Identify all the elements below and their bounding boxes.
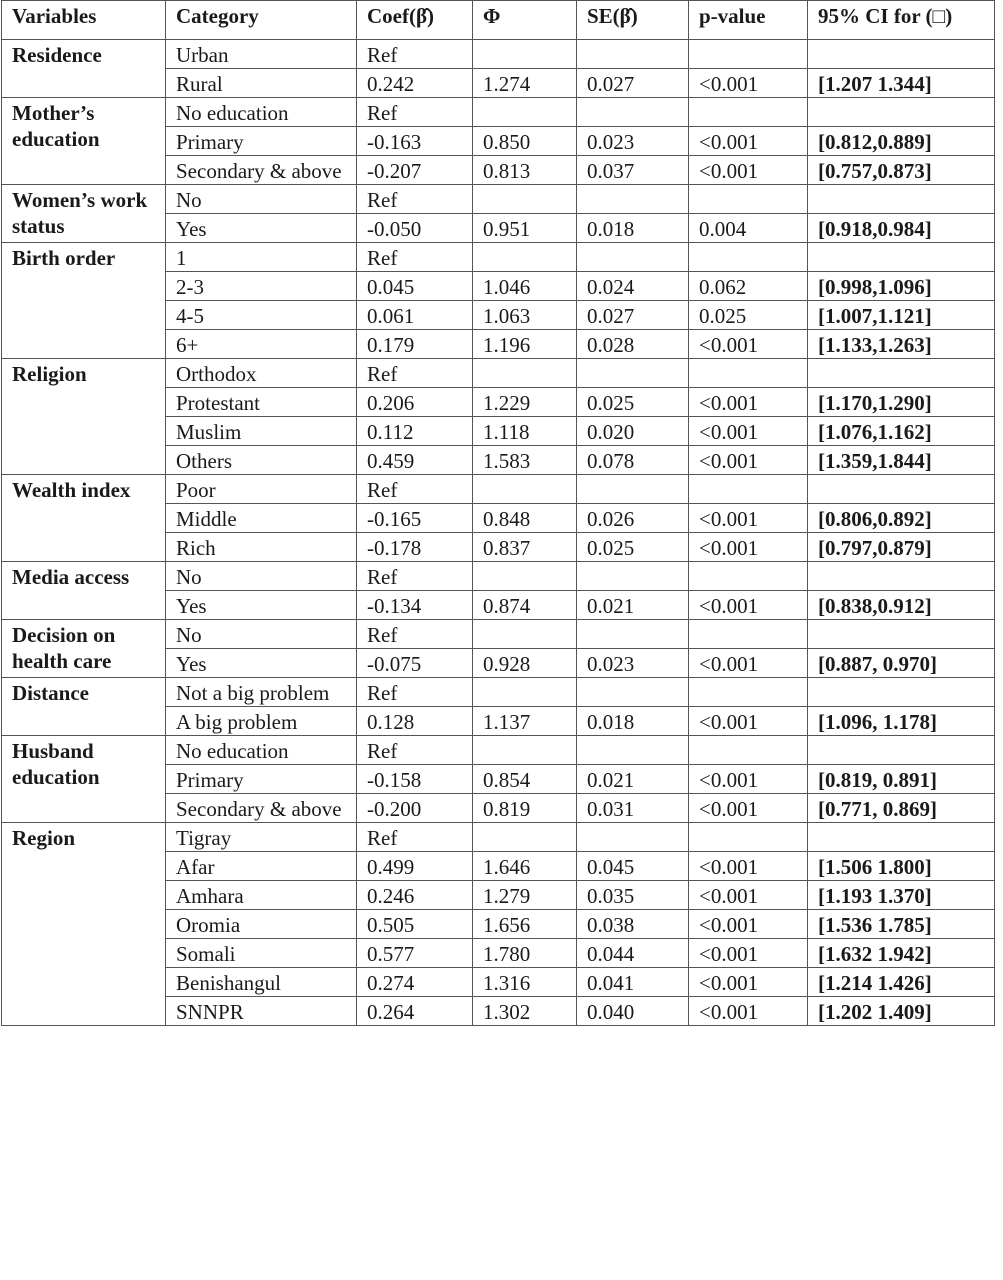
phi-cell: 0.874 bbox=[473, 591, 577, 620]
se-cell bbox=[577, 736, 689, 765]
phi-cell: 1.196 bbox=[473, 330, 577, 359]
variable-cell: Media access bbox=[2, 562, 166, 620]
header-variables: Variables bbox=[2, 1, 166, 40]
phi-cell bbox=[473, 823, 577, 852]
category-cell: Rural bbox=[166, 69, 357, 98]
coef-cell: 0.128 bbox=[357, 707, 473, 736]
variable-cell: Decision on health care bbox=[2, 620, 166, 678]
ci-cell: [0.797,0.879] bbox=[808, 533, 995, 562]
p-value-cell: <0.001 bbox=[689, 765, 808, 794]
variable-cell: Wealth index bbox=[2, 475, 166, 562]
phi-cell: 1.274 bbox=[473, 69, 577, 98]
table-body bbox=[2, 40, 995, 1026]
se-cell: 0.038 bbox=[577, 910, 689, 939]
category-cell: Poor bbox=[166, 475, 357, 504]
coef-cell: Ref bbox=[357, 98, 473, 127]
category-cell: A big problem bbox=[166, 707, 357, 736]
p-value-cell: 0.025 bbox=[689, 301, 808, 330]
phi-cell: 1.646 bbox=[473, 852, 577, 881]
ci-cell: [0.998,1.096] bbox=[808, 272, 995, 301]
variable-cell: Husband education bbox=[2, 736, 166, 823]
se-cell bbox=[577, 243, 689, 272]
p-value-cell: <0.001 bbox=[689, 910, 808, 939]
table-row bbox=[2, 620, 995, 649]
phi-cell: 0.848 bbox=[473, 504, 577, 533]
p-value-cell bbox=[689, 98, 808, 127]
ci-cell bbox=[808, 562, 995, 591]
p-value-cell: <0.001 bbox=[689, 591, 808, 620]
coef-cell: -0.134 bbox=[357, 591, 473, 620]
coef-cell: -0.165 bbox=[357, 504, 473, 533]
phi-cell: 1.316 bbox=[473, 968, 577, 997]
coef-cell: Ref bbox=[357, 620, 473, 649]
p-value-cell: <0.001 bbox=[689, 504, 808, 533]
p-value-cell: <0.001 bbox=[689, 330, 808, 359]
variable-cell: Residence bbox=[2, 40, 166, 98]
ci-cell bbox=[808, 475, 995, 504]
ci-cell: [0.918,0.984] bbox=[808, 214, 995, 243]
coef-cell: Ref bbox=[357, 243, 473, 272]
ci-cell bbox=[808, 736, 995, 765]
ci-cell bbox=[808, 40, 995, 69]
coef-cell: 0.459 bbox=[357, 446, 473, 475]
variable-cell: Birth order bbox=[2, 243, 166, 359]
ci-cell: [0.887, 0.970] bbox=[808, 649, 995, 678]
p-value-cell bbox=[689, 736, 808, 765]
table-row bbox=[2, 359, 995, 388]
category-cell: No bbox=[166, 185, 357, 214]
coef-cell: 0.206 bbox=[357, 388, 473, 417]
p-value-cell bbox=[689, 562, 808, 591]
category-cell: Benishangul bbox=[166, 968, 357, 997]
category-cell: Protestant bbox=[166, 388, 357, 417]
category-cell: Middle bbox=[166, 504, 357, 533]
p-value-cell bbox=[689, 823, 808, 852]
ci-cell: [1.632 1.942] bbox=[808, 939, 995, 968]
ci-cell: [1.133,1.263] bbox=[808, 330, 995, 359]
table-row bbox=[2, 562, 995, 591]
coef-cell: 0.505 bbox=[357, 910, 473, 939]
phi-cell bbox=[473, 736, 577, 765]
se-cell: 0.023 bbox=[577, 649, 689, 678]
phi-cell bbox=[473, 678, 577, 707]
phi-cell: 1.118 bbox=[473, 417, 577, 446]
se-cell: 0.021 bbox=[577, 765, 689, 794]
se-cell bbox=[577, 185, 689, 214]
p-value-cell: <0.001 bbox=[689, 852, 808, 881]
phi-cell: 1.656 bbox=[473, 910, 577, 939]
phi-cell bbox=[473, 475, 577, 504]
phi-cell: 1.229 bbox=[473, 388, 577, 417]
se-cell: 0.028 bbox=[577, 330, 689, 359]
category-cell: Secondary & above bbox=[166, 156, 357, 185]
phi-cell bbox=[473, 40, 577, 69]
phi-cell: 0.854 bbox=[473, 765, 577, 794]
p-value-cell: <0.001 bbox=[689, 707, 808, 736]
se-cell: 0.018 bbox=[577, 707, 689, 736]
ci-cell: [0.771, 0.869] bbox=[808, 794, 995, 823]
phi-cell bbox=[473, 620, 577, 649]
se-cell: 0.024 bbox=[577, 272, 689, 301]
category-cell: Somali bbox=[166, 939, 357, 968]
p-value-cell: <0.001 bbox=[689, 939, 808, 968]
coef-cell: 0.112 bbox=[357, 417, 473, 446]
category-cell: Yes bbox=[166, 214, 357, 243]
coef-cell: -0.207 bbox=[357, 156, 473, 185]
p-value-cell: <0.001 bbox=[689, 968, 808, 997]
se-cell: 0.018 bbox=[577, 214, 689, 243]
se-cell: 0.035 bbox=[577, 881, 689, 910]
coef-cell: Ref bbox=[357, 185, 473, 214]
phi-cell: 1.046 bbox=[473, 272, 577, 301]
ci-cell: [0.838,0.912] bbox=[808, 591, 995, 620]
category-cell: 4-5 bbox=[166, 301, 357, 330]
category-cell: No bbox=[166, 562, 357, 591]
coef-cell: Ref bbox=[357, 562, 473, 591]
coef-cell: 0.264 bbox=[357, 997, 473, 1026]
ci-cell: [1.214 1.426] bbox=[808, 968, 995, 997]
se-cell: 0.031 bbox=[577, 794, 689, 823]
se-cell: 0.021 bbox=[577, 591, 689, 620]
category-cell: Urban bbox=[166, 40, 357, 69]
coef-cell: 0.179 bbox=[357, 330, 473, 359]
header-coef: Coef(β̂) bbox=[357, 1, 473, 40]
phi-cell: 1.279 bbox=[473, 881, 577, 910]
variable-cell: Distance bbox=[2, 678, 166, 736]
se-cell: 0.025 bbox=[577, 533, 689, 562]
se-cell bbox=[577, 475, 689, 504]
p-value-cell: <0.001 bbox=[689, 533, 808, 562]
category-cell: Tigray bbox=[166, 823, 357, 852]
table-row bbox=[2, 185, 995, 214]
phi-cell: 0.819 bbox=[473, 794, 577, 823]
se-cell: 0.078 bbox=[577, 446, 689, 475]
coef-cell: 0.242 bbox=[357, 69, 473, 98]
se-cell: 0.020 bbox=[577, 417, 689, 446]
phi-cell: 0.928 bbox=[473, 649, 577, 678]
p-value-cell: 0.004 bbox=[689, 214, 808, 243]
phi-cell: 1.137 bbox=[473, 707, 577, 736]
table-row bbox=[2, 736, 995, 765]
coef-cell: 0.061 bbox=[357, 301, 473, 330]
category-cell: Rich bbox=[166, 533, 357, 562]
table-row bbox=[2, 98, 995, 127]
p-value-cell: <0.001 bbox=[689, 156, 808, 185]
category-cell: Secondary & above bbox=[166, 794, 357, 823]
se-cell bbox=[577, 40, 689, 69]
phi-cell: 1.302 bbox=[473, 997, 577, 1026]
se-cell bbox=[577, 359, 689, 388]
ci-cell bbox=[808, 359, 995, 388]
coef-cell: -0.200 bbox=[357, 794, 473, 823]
category-cell: No education bbox=[166, 736, 357, 765]
coef-cell: 0.246 bbox=[357, 881, 473, 910]
p-value-cell: <0.001 bbox=[689, 881, 808, 910]
se-cell: 0.037 bbox=[577, 156, 689, 185]
category-cell: Yes bbox=[166, 591, 357, 620]
coef-cell: -0.158 bbox=[357, 765, 473, 794]
ci-cell bbox=[808, 98, 995, 127]
ci-cell: [1.096, 1.178] bbox=[808, 707, 995, 736]
table-row bbox=[2, 823, 995, 852]
se-cell bbox=[577, 620, 689, 649]
variable-cell: Region bbox=[2, 823, 166, 1026]
category-cell: Afar bbox=[166, 852, 357, 881]
p-value-cell bbox=[689, 40, 808, 69]
category-cell: Muslim bbox=[166, 417, 357, 446]
p-value-cell: 0.062 bbox=[689, 272, 808, 301]
category-cell: Others bbox=[166, 446, 357, 475]
ci-cell: [1.359,1.844] bbox=[808, 446, 995, 475]
ci-cell: [1.076,1.162] bbox=[808, 417, 995, 446]
p-value-cell: <0.001 bbox=[689, 127, 808, 156]
se-cell: 0.027 bbox=[577, 69, 689, 98]
se-cell bbox=[577, 562, 689, 591]
coef-cell: Ref bbox=[357, 40, 473, 69]
se-cell: 0.026 bbox=[577, 504, 689, 533]
table-row bbox=[2, 243, 995, 272]
phi-cell: 0.813 bbox=[473, 156, 577, 185]
table-row bbox=[2, 40, 995, 69]
ci-cell: [1.536 1.785] bbox=[808, 910, 995, 939]
category-cell: SNNPR bbox=[166, 997, 357, 1026]
header-phi: Φ bbox=[473, 1, 577, 40]
regression-table bbox=[1, 0, 995, 1026]
p-value-cell: <0.001 bbox=[689, 649, 808, 678]
header-row bbox=[2, 1, 995, 40]
phi-cell: 0.850 bbox=[473, 127, 577, 156]
ci-cell: [1.207 1.344] bbox=[808, 69, 995, 98]
ci-cell bbox=[808, 823, 995, 852]
header-se: SE(β̂) bbox=[577, 1, 689, 40]
phi-cell bbox=[473, 185, 577, 214]
p-value-cell: <0.001 bbox=[689, 446, 808, 475]
se-cell: 0.041 bbox=[577, 968, 689, 997]
category-cell: Primary bbox=[166, 765, 357, 794]
coef-cell: Ref bbox=[357, 823, 473, 852]
se-cell bbox=[577, 98, 689, 127]
se-cell: 0.044 bbox=[577, 939, 689, 968]
p-value-cell bbox=[689, 678, 808, 707]
ci-cell: [1.506 1.800] bbox=[808, 852, 995, 881]
coef-cell: Ref bbox=[357, 359, 473, 388]
coef-cell: -0.050 bbox=[357, 214, 473, 243]
se-cell bbox=[577, 823, 689, 852]
phi-cell bbox=[473, 243, 577, 272]
coef-cell: 0.045 bbox=[357, 272, 473, 301]
ci-cell bbox=[808, 185, 995, 214]
variable-cell: Women’s work status bbox=[2, 185, 166, 243]
variable-cell: Religion bbox=[2, 359, 166, 475]
ci-cell: [1.193 1.370] bbox=[808, 881, 995, 910]
phi-cell: 0.951 bbox=[473, 214, 577, 243]
category-cell: Orthodox bbox=[166, 359, 357, 388]
variable-cell: Mother’s education bbox=[2, 98, 166, 185]
ci-cell: [0.757,0.873] bbox=[808, 156, 995, 185]
ci-cell: [1.007,1.121] bbox=[808, 301, 995, 330]
se-cell: 0.027 bbox=[577, 301, 689, 330]
ci-cell: [0.812,0.889] bbox=[808, 127, 995, 156]
p-value-cell bbox=[689, 620, 808, 649]
se-cell: 0.045 bbox=[577, 852, 689, 881]
phi-cell: 1.583 bbox=[473, 446, 577, 475]
se-cell bbox=[577, 678, 689, 707]
se-cell: 0.040 bbox=[577, 997, 689, 1026]
p-value-cell: <0.001 bbox=[689, 794, 808, 823]
p-value-cell bbox=[689, 475, 808, 504]
phi-cell bbox=[473, 98, 577, 127]
coef-cell: -0.075 bbox=[357, 649, 473, 678]
header-ci: 95% CI for (□) bbox=[808, 1, 995, 40]
p-value-cell bbox=[689, 359, 808, 388]
coef-cell: 0.274 bbox=[357, 968, 473, 997]
header-p-value: p-value bbox=[689, 1, 808, 40]
category-cell: No education bbox=[166, 98, 357, 127]
se-cell: 0.023 bbox=[577, 127, 689, 156]
ci-cell bbox=[808, 678, 995, 707]
p-value-cell bbox=[689, 185, 808, 214]
coef-cell: -0.178 bbox=[357, 533, 473, 562]
coef-cell: -0.163 bbox=[357, 127, 473, 156]
p-value-cell: <0.001 bbox=[689, 388, 808, 417]
table-row bbox=[2, 475, 995, 504]
phi-cell: 1.063 bbox=[473, 301, 577, 330]
category-cell: 2-3 bbox=[166, 272, 357, 301]
coef-cell: Ref bbox=[357, 736, 473, 765]
ci-cell: [0.819, 0.891] bbox=[808, 765, 995, 794]
p-value-cell: <0.001 bbox=[689, 997, 808, 1026]
category-cell: 1 bbox=[166, 243, 357, 272]
phi-cell: 0.837 bbox=[473, 533, 577, 562]
table-row bbox=[2, 678, 995, 707]
category-cell: Yes bbox=[166, 649, 357, 678]
phi-cell bbox=[473, 359, 577, 388]
header-category: Category bbox=[166, 1, 357, 40]
ci-cell: [0.806,0.892] bbox=[808, 504, 995, 533]
ci-cell: [1.202 1.409] bbox=[808, 997, 995, 1026]
p-value-cell: <0.001 bbox=[689, 69, 808, 98]
coef-cell: Ref bbox=[357, 475, 473, 504]
phi-cell bbox=[473, 562, 577, 591]
category-cell: Amhara bbox=[166, 881, 357, 910]
coef-cell: 0.499 bbox=[357, 852, 473, 881]
category-cell: 6+ bbox=[166, 330, 357, 359]
p-value-cell: <0.001 bbox=[689, 417, 808, 446]
coef-cell: Ref bbox=[357, 678, 473, 707]
ci-cell: [1.170,1.290] bbox=[808, 388, 995, 417]
category-cell: Not a big problem bbox=[166, 678, 357, 707]
category-cell: Oromia bbox=[166, 910, 357, 939]
category-cell: No bbox=[166, 620, 357, 649]
category-cell: Primary bbox=[166, 127, 357, 156]
p-value-cell bbox=[689, 243, 808, 272]
ci-cell bbox=[808, 620, 995, 649]
phi-cell: 1.780 bbox=[473, 939, 577, 968]
se-cell: 0.025 bbox=[577, 388, 689, 417]
coef-cell: 0.577 bbox=[357, 939, 473, 968]
ci-cell bbox=[808, 243, 995, 272]
